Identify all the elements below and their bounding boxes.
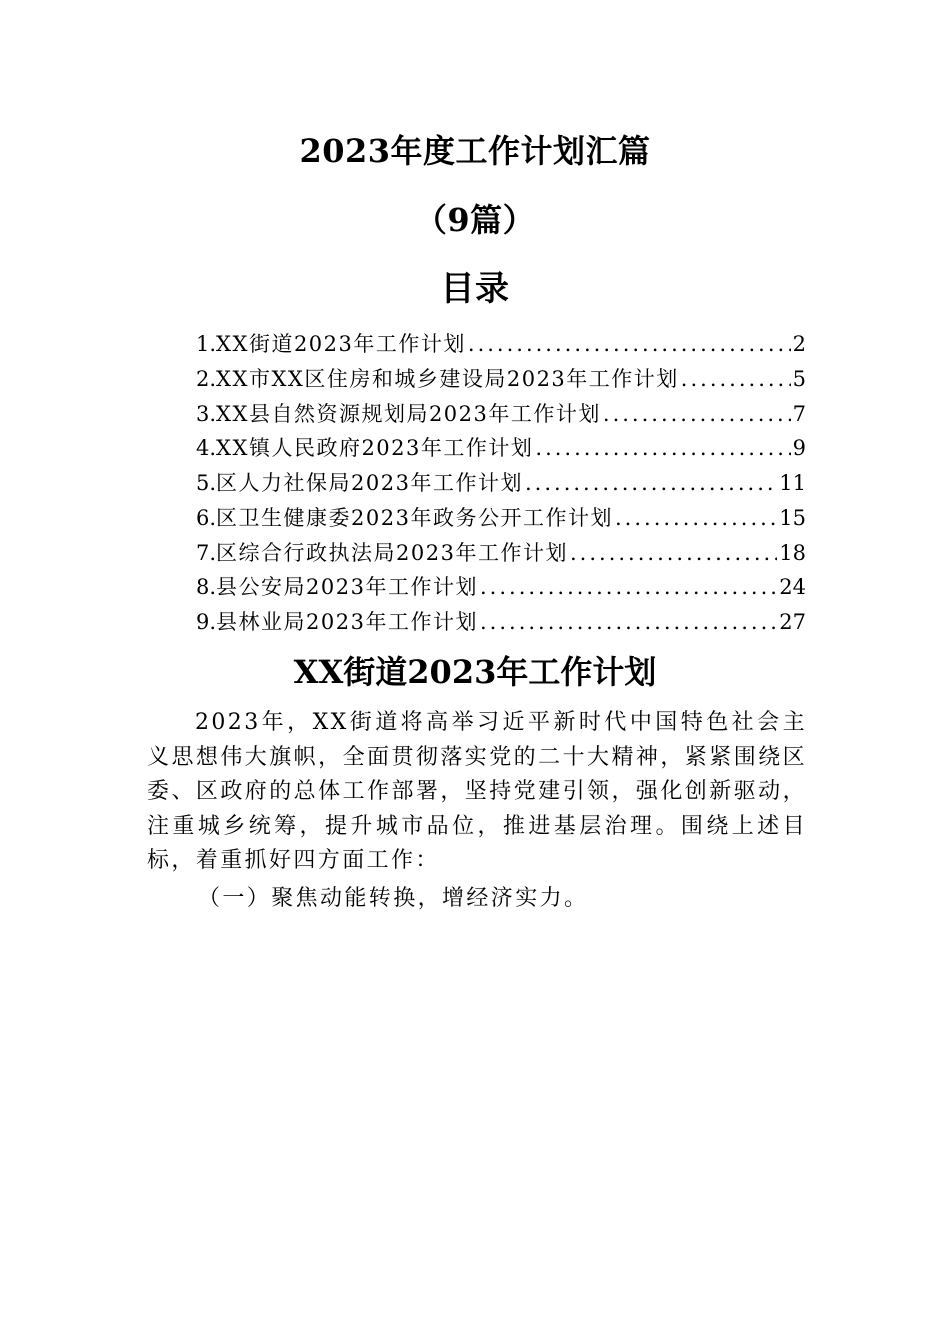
subsection-heading: （一）聚焦动能转换，增经济实力。 [198, 886, 589, 911]
toc-dot-leader [480, 570, 777, 605]
toc-entry-page: 7 [792, 401, 806, 426]
toc-entry-number: 1. [196, 332, 217, 356]
toc-entry[interactable] [196, 397, 806, 432]
toc-entry-number: 4. [196, 436, 217, 461]
toc-entry-number: 2. [196, 366, 217, 391]
toc-entry-page: 15 [779, 505, 806, 530]
toc-entry-number: 9. [196, 610, 217, 634]
toc-entry[interactable] [196, 501, 806, 536]
toc-dot-leader [480, 605, 777, 640]
toc-entry-title: 县林业局2023年工作计划 [216, 610, 478, 634]
toc-entry[interactable] [196, 327, 806, 362]
toc-entry-page: 11 [779, 471, 806, 495]
toc-dot-leader [535, 431, 790, 466]
toc-dot-leader [468, 327, 791, 362]
toc-entry[interactable] [196, 570, 806, 605]
section-title: XX街道2023年工作计划 [293, 653, 657, 691]
toc-entry-page: 9 [792, 436, 806, 461]
toc-entry-title: 区卫生健康委2023年政务公开工作计划 [216, 505, 613, 530]
toc-entry-title: XX街道2023年工作计划 [216, 332, 466, 356]
toc-entry[interactable] [196, 605, 806, 640]
toc-entry-title: 区人力社保局2023年工作计划 [216, 471, 523, 495]
document-title: 2023年度工作计划汇篇 [299, 132, 651, 170]
toc-dot-leader [570, 536, 777, 571]
toc-entry[interactable] [196, 362, 806, 397]
table-of-contents [196, 327, 806, 640]
body-paragraph: 2023年，XX街道将高举习近平新时代中国特色社会主义思想伟大旗帜，全面贯彻落实党的二十大精神，紧紧围绕区委、区政府的总体工作部署，坚持党建引领，强化创新驱动，注重城乡统筹，提升城市品位，推进基层治理。围绕上述目标，着重抓好四方面工作： [147, 710, 807, 873]
toc-dot-leader [603, 397, 791, 432]
toc-entry[interactable] [196, 466, 806, 501]
toc-entry-page: 18 [779, 540, 806, 565]
toc-entry-number: 8. [196, 575, 217, 600]
toc-entry-title: XX镇人民政府2023年工作计划 [216, 436, 534, 461]
document-count-label: （9篇） [414, 201, 536, 239]
toc-heading: 目录 [440, 269, 510, 309]
toc-entry-number: 3. [196, 401, 217, 426]
toc-entry-number: 5. [196, 471, 217, 495]
toc-entry-title: 县公安局2023年工作计划 [216, 575, 478, 600]
toc-entry-page: 5 [792, 366, 806, 391]
toc-entry-title: XX市XX区住房和城乡建设局2023年工作计划 [216, 366, 679, 391]
toc-dot-leader [525, 466, 777, 501]
toc-entry[interactable] [196, 431, 806, 466]
toc-entry-page: 2 [792, 332, 806, 356]
toc-dot-leader [681, 362, 791, 397]
toc-entry-number: 6. [196, 505, 217, 530]
toc-entry-title: 区综合行政执法局2023年工作计划 [216, 540, 568, 565]
toc-entry-title: XX县自然资源规划局2023年工作计划 [216, 401, 601, 426]
toc-entry-page: 27 [779, 610, 806, 634]
toc-entry[interactable] [196, 536, 806, 571]
toc-dot-leader [615, 501, 777, 536]
toc-entry-number: 7. [196, 540, 217, 565]
toc-entry-page: 24 [779, 575, 806, 600]
